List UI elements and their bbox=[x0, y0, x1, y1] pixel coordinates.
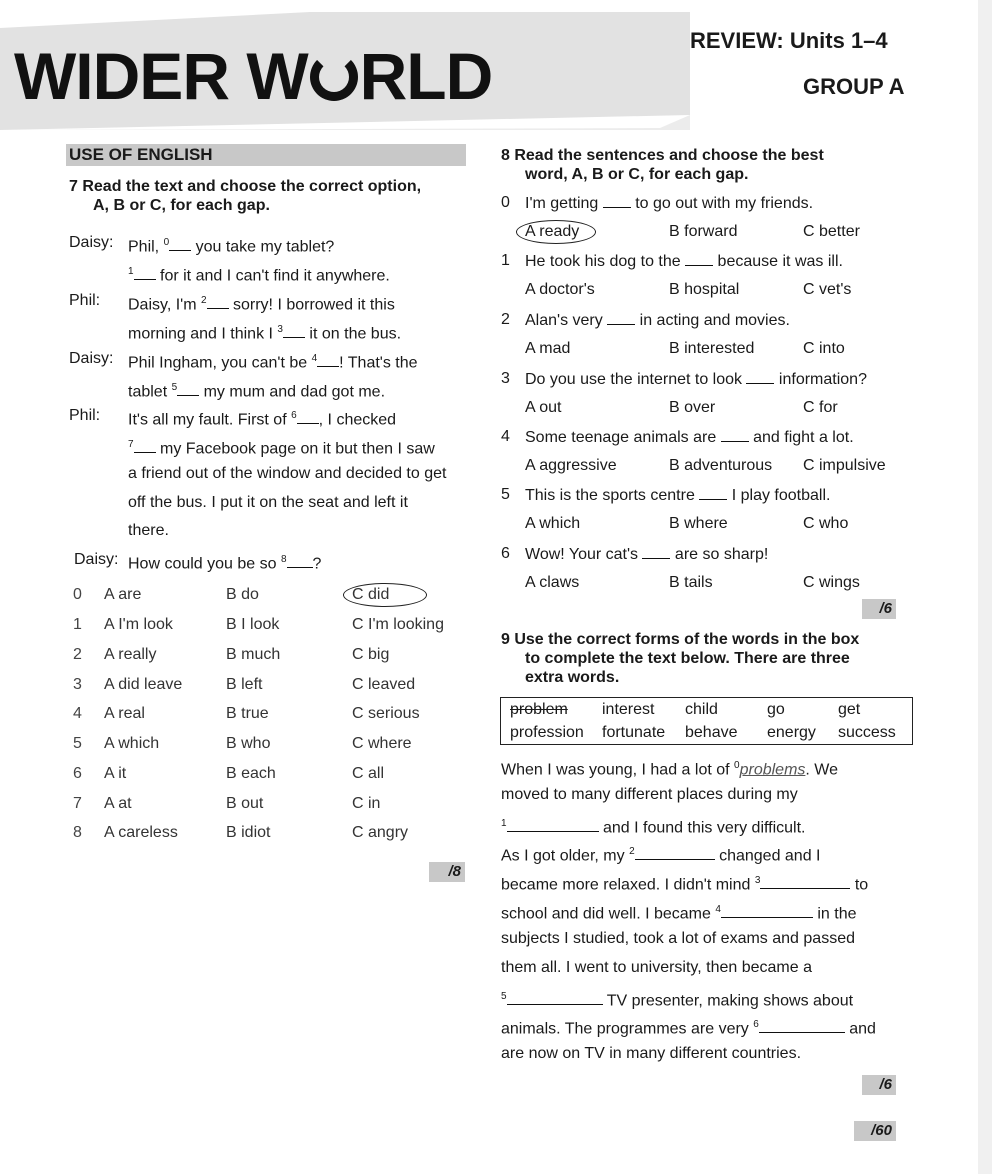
q8-sentence-text: This is the sports centre bbox=[525, 487, 700, 504]
q8-option-b: B interested bbox=[669, 340, 755, 357]
q8-item-number: 1 bbox=[501, 252, 510, 269]
q8-sentence-text: are so sharp! bbox=[670, 546, 769, 563]
option-a: A are bbox=[104, 586, 142, 603]
word-box-item: child bbox=[685, 701, 718, 718]
dialogue-text: tablet bbox=[128, 383, 172, 401]
gap-number: 1 bbox=[501, 818, 507, 829]
option-number: 1 bbox=[73, 616, 82, 633]
q8-item-number: 0 bbox=[501, 194, 510, 211]
dialogue-line bbox=[128, 378, 385, 401]
dialogue-line bbox=[128, 262, 390, 285]
gap-blank bbox=[317, 352, 339, 367]
q9-text: As I got older, my bbox=[501, 847, 630, 865]
q8-option-a: A ready bbox=[525, 223, 580, 240]
gap-blank bbox=[746, 369, 774, 384]
option-a: A which bbox=[104, 735, 160, 752]
option-number: 3 bbox=[73, 676, 82, 693]
speaker-label: Daisy: bbox=[74, 551, 119, 568]
speaker-label: Daisy: bbox=[69, 234, 114, 251]
q9-text: and I found this very difficult. bbox=[598, 819, 806, 837]
option-b: B out bbox=[226, 795, 264, 812]
gap-number: 2 bbox=[629, 846, 635, 857]
q8-option-c: C for bbox=[803, 399, 838, 416]
gap-number: 6 bbox=[753, 1019, 759, 1030]
gap-blank bbox=[642, 544, 670, 559]
dialogue-line bbox=[128, 406, 396, 429]
option-c: C angry bbox=[352, 824, 409, 841]
q8-title-line1: 8 Read the sentences and choose the best bbox=[501, 147, 824, 164]
gap-blank bbox=[134, 438, 156, 453]
q9-title-line3: extra words. bbox=[525, 669, 620, 686]
q8-sentence-text: Some teenage animals are bbox=[525, 429, 721, 446]
dialogue-text: Phil, bbox=[128, 238, 164, 256]
q8-option-a: A which bbox=[525, 515, 581, 532]
word-box-item: problem bbox=[510, 701, 568, 718]
dialogue-text: ? bbox=[312, 555, 322, 573]
gap-number: 7 bbox=[128, 439, 134, 450]
q8-sentence-text: Wow! Your cat's bbox=[525, 546, 643, 563]
q9-text: to bbox=[850, 876, 869, 894]
gap-number: 2 bbox=[200, 295, 207, 306]
q9-text: . We bbox=[805, 761, 839, 779]
q8-option-b: B adventurous bbox=[669, 457, 773, 474]
q8-sentence-text: because it was ill. bbox=[713, 253, 843, 270]
dialogue-text: you take my tablet? bbox=[191, 238, 335, 256]
option-c: C leaved bbox=[352, 676, 416, 693]
option-b: B idiot bbox=[226, 824, 271, 841]
option-number: 8 bbox=[73, 824, 82, 841]
dialogue-line bbox=[128, 550, 321, 573]
q8-sentence-text: information? bbox=[774, 371, 867, 388]
gap-number: 8 bbox=[280, 554, 287, 565]
logo: WIDER W RLD bbox=[14, 39, 493, 113]
q9-text: in the bbox=[812, 905, 857, 923]
gap-blank bbox=[507, 990, 603, 1005]
gap-number: 3 bbox=[754, 875, 761, 886]
gap-blank bbox=[169, 236, 191, 251]
gap-blank bbox=[635, 845, 715, 860]
page-edge bbox=[978, 0, 992, 1174]
group-label: GROUP A bbox=[803, 74, 905, 99]
q8-item-number: 4 bbox=[501, 428, 510, 445]
q9-text-line bbox=[501, 785, 798, 804]
q9-text-line bbox=[501, 987, 853, 1010]
section-bar: USE OF ENGLISH bbox=[66, 144, 466, 166]
option-b: B who bbox=[226, 735, 271, 752]
q8-answer-circle bbox=[516, 220, 596, 244]
q8-option-b: B over bbox=[669, 399, 716, 416]
word-box-item: fortunate bbox=[602, 724, 666, 741]
gap-blank bbox=[699, 485, 727, 500]
q9-text: subjects I studied, took a lot of exams and passed bbox=[501, 930, 855, 947]
gap-number: 4 bbox=[311, 353, 318, 364]
option-c: C I'm looking bbox=[352, 616, 444, 633]
q9-text: changed and I bbox=[714, 847, 821, 865]
q8-option-a: A doctor's bbox=[525, 281, 595, 298]
q8-sentence-text: He took his dog to the bbox=[525, 253, 686, 270]
q9-text: school and did well. I became bbox=[501, 905, 716, 923]
q9-text-line bbox=[501, 756, 838, 779]
option-b: B do bbox=[226, 586, 259, 603]
q7-title-line2: A, B or C, for each gap. bbox=[93, 197, 270, 214]
example-answer: problems bbox=[739, 761, 806, 779]
q7-score: /8 bbox=[429, 862, 465, 882]
option-a: A did leave bbox=[104, 676, 183, 693]
q8-option-c: C vet's bbox=[803, 281, 852, 298]
word-box-item: profession bbox=[510, 724, 584, 741]
dialogue-text: my Facebook page on it but then I saw bbox=[155, 440, 435, 458]
gap-number: 0 bbox=[734, 760, 740, 771]
q8-sentence-text: I'm getting bbox=[525, 195, 603, 212]
speaker-label: Phil: bbox=[69, 407, 101, 424]
gap-number: 1 bbox=[128, 266, 134, 277]
option-b: B true bbox=[226, 705, 269, 722]
q8-score: /6 bbox=[862, 599, 896, 619]
word-box-item: get bbox=[838, 701, 861, 718]
q7-answer-circle bbox=[343, 583, 427, 607]
dialogue-text: It's all my fault. First of bbox=[128, 411, 292, 429]
option-a: A really bbox=[104, 646, 157, 663]
option-number: 5 bbox=[73, 735, 82, 752]
q8-option-a: A aggressive bbox=[525, 457, 617, 474]
dialogue-text: Phil Ingham, you can't be bbox=[128, 354, 312, 372]
q9-text-line bbox=[501, 871, 868, 894]
q9-text-line bbox=[501, 842, 821, 865]
logo-o-icon bbox=[310, 53, 358, 101]
dialogue-text: How could you be so bbox=[128, 555, 281, 573]
q8-option-c: C into bbox=[803, 340, 845, 357]
word-box-item: go bbox=[767, 701, 785, 718]
gap-blank bbox=[721, 903, 813, 918]
dialogue-line bbox=[128, 435, 435, 458]
dialogue-text: Daisy, I'm bbox=[128, 296, 201, 314]
option-b: B left bbox=[226, 676, 263, 693]
q8-sentence bbox=[525, 369, 867, 389]
q8-title-line2: word, A, B or C, for each gap. bbox=[525, 166, 749, 183]
gap-blank bbox=[721, 427, 749, 442]
q8-sentence-text: Alan's very bbox=[525, 312, 608, 329]
q8-sentence bbox=[525, 193, 813, 213]
q8-option-a: A mad bbox=[525, 340, 571, 357]
dialogue-text: , I checked bbox=[318, 411, 397, 429]
q9-text-line bbox=[501, 814, 806, 837]
option-number: 7 bbox=[73, 795, 82, 812]
q9-text: When I was young, I had a lot of bbox=[501, 761, 735, 779]
dialogue-text: for it and I can't find it anywhere. bbox=[155, 267, 390, 285]
dialogue-text: a friend out of the window and decided to get bbox=[128, 465, 447, 482]
q7-title-line1: 7 Read the text and choose the correct option, bbox=[69, 178, 422, 195]
option-number: 0 bbox=[73, 586, 82, 603]
option-c: C big bbox=[352, 646, 390, 663]
q8-option-c: C wings bbox=[803, 574, 860, 591]
dialogue-line bbox=[128, 464, 446, 483]
q9-text: became more relaxed. I didn't mind bbox=[501, 876, 755, 894]
q9-text-line bbox=[501, 1015, 876, 1038]
q9-text: animals. The programmes are very bbox=[501, 1020, 754, 1038]
total-score: /60 bbox=[854, 1121, 896, 1141]
word-box-item: success bbox=[838, 724, 896, 741]
dialogue-line bbox=[128, 349, 418, 372]
gap-blank bbox=[283, 323, 305, 338]
q9-text-line bbox=[501, 900, 857, 923]
q9-text: moved to many different places during my bbox=[501, 786, 798, 803]
dialogue-text: ! That's the bbox=[339, 354, 418, 372]
q8-option-c: C who bbox=[803, 515, 849, 532]
dialogue-text: my mum and dad got me. bbox=[199, 383, 386, 401]
q8-option-b: B forward bbox=[669, 223, 738, 240]
q8-sentence-text: Do you use the internet to look bbox=[525, 371, 747, 388]
word-box-item: interest bbox=[602, 701, 655, 718]
dialogue-line bbox=[128, 233, 334, 256]
option-a: A at bbox=[104, 795, 132, 812]
q8-option-b: B tails bbox=[669, 574, 713, 591]
gap-number: 0 bbox=[163, 237, 170, 248]
gap-blank bbox=[207, 294, 229, 309]
gap-blank bbox=[507, 817, 599, 832]
option-number: 4 bbox=[73, 705, 82, 722]
review-title: REVIEW: Units 1–4 bbox=[690, 28, 888, 53]
q8-sentence bbox=[525, 544, 768, 564]
dialogue-line bbox=[128, 493, 408, 512]
option-b: B I look bbox=[226, 616, 280, 633]
dialogue-line bbox=[128, 320, 401, 343]
gap-number: 5 bbox=[501, 991, 507, 1002]
q8-sentence bbox=[525, 485, 830, 505]
option-c: C in bbox=[352, 795, 381, 812]
option-c: C all bbox=[352, 765, 385, 782]
gap-blank bbox=[603, 193, 631, 208]
gap-number: 3 bbox=[277, 324, 283, 335]
gap-number: 6 bbox=[291, 410, 297, 421]
gap-blank bbox=[177, 381, 199, 396]
q9-text-line bbox=[501, 1044, 801, 1063]
word-box bbox=[500, 697, 913, 745]
q9-title-line1: 9 Use the correct forms of the words in the box bbox=[501, 631, 860, 648]
q9-text-line bbox=[501, 958, 812, 977]
q8-option-c: C better bbox=[803, 223, 860, 240]
gap-blank bbox=[760, 874, 850, 889]
option-number: 2 bbox=[73, 646, 82, 663]
dialogue-text: there. bbox=[128, 522, 169, 539]
option-a: A careless bbox=[104, 824, 178, 841]
gap-blank bbox=[607, 310, 635, 325]
dialogue-text: it on the bus. bbox=[304, 325, 402, 343]
q9-text: and bbox=[844, 1020, 876, 1038]
q8-sentence bbox=[525, 310, 790, 330]
q8-sentence-text: to go out with my friends. bbox=[630, 195, 814, 212]
option-a: A real bbox=[104, 705, 145, 722]
q8-option-b: B where bbox=[669, 515, 728, 532]
q8-sentence-text: and fight a lot. bbox=[748, 429, 854, 446]
dialogue-text: morning and I think I bbox=[128, 325, 278, 343]
dialogue-text: sorry! I borrowed it this bbox=[228, 296, 395, 314]
option-c: C serious bbox=[352, 705, 420, 722]
q8-item-number: 5 bbox=[501, 486, 510, 503]
q9-title-line2: to complete the text below. There are three bbox=[525, 650, 850, 667]
gap-blank bbox=[685, 251, 713, 266]
q8-sentence bbox=[525, 251, 843, 271]
word-box-item: energy bbox=[767, 724, 816, 741]
q8-option-a: A out bbox=[525, 399, 562, 416]
dialogue-line bbox=[128, 521, 169, 540]
option-b: B each bbox=[226, 765, 276, 782]
speaker-label: Phil: bbox=[69, 292, 101, 309]
q8-option-c: C impulsive bbox=[803, 457, 886, 474]
q9-text: are now on TV in many different countries. bbox=[501, 1045, 802, 1062]
q8-option-a: A claws bbox=[525, 574, 580, 591]
q8-item-number: 2 bbox=[501, 311, 510, 328]
gap-number: 5 bbox=[171, 382, 178, 393]
gap-blank bbox=[134, 265, 156, 280]
q9-text: them all. I went to university, then became a bbox=[501, 959, 812, 976]
q9-text: TV presenter, making shows about bbox=[602, 992, 854, 1010]
word-box-item: behave bbox=[685, 724, 738, 741]
q8-sentence bbox=[525, 427, 854, 447]
option-a: A I'm look bbox=[104, 616, 173, 633]
option-a: A it bbox=[104, 765, 127, 782]
gap-blank bbox=[759, 1018, 845, 1033]
q8-option-b: B hospital bbox=[669, 281, 740, 298]
q8-item-number: 3 bbox=[501, 370, 510, 387]
option-b: B much bbox=[226, 646, 281, 663]
q9-text-line bbox=[501, 929, 855, 948]
dialogue-text: off the bus. I put it on the seat and left it bbox=[128, 494, 408, 511]
q9-score: /6 bbox=[862, 1075, 896, 1095]
q8-item-number: 6 bbox=[501, 545, 510, 562]
option-c: C where bbox=[352, 735, 412, 752]
option-number: 6 bbox=[73, 765, 82, 782]
q8-sentence-text: I play football. bbox=[727, 487, 831, 504]
q8-sentence-text: in acting and movies. bbox=[635, 312, 790, 329]
option-c: C did bbox=[352, 586, 390, 603]
dialogue-line bbox=[128, 291, 395, 314]
gap-blank bbox=[287, 553, 313, 568]
speaker-label: Daisy: bbox=[69, 350, 114, 367]
gap-number: 4 bbox=[715, 904, 721, 915]
gap-blank bbox=[297, 409, 319, 424]
